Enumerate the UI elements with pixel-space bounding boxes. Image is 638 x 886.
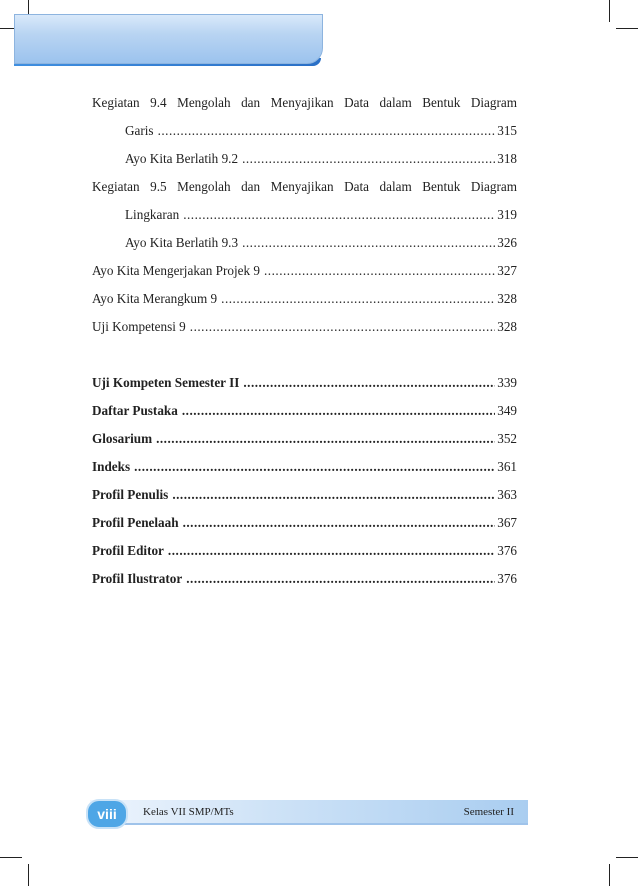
toc-entry-label: Profil Penelaah [92,515,179,530]
toc-leader-dots [242,235,495,251]
toc-page-number: 349 [497,403,517,418]
crop-mark-bl-h [0,857,22,858]
toc-entry-label: Uji Kompetensi 9 [92,319,186,334]
crop-mark-tr-h [616,28,638,29]
toc-leader-dots [158,123,496,139]
toc-leader-dots [190,319,495,335]
toc-entry-row [92,487,517,503]
toc-entry-row [92,459,517,475]
toc-page-number: 339 [497,375,517,390]
toc-entry [92,151,517,167]
toc-entry-label: Profil Editor [92,543,164,558]
toc-entry-row [92,571,517,587]
toc-entry-label: Uji Kompeten Semester II [92,375,240,390]
toc-page-number: 328 [497,319,517,334]
toc-leader-dots [156,431,495,447]
toc-entry-label: Indeks [92,459,131,474]
toc-entry [92,319,517,335]
toc-entry-row [92,403,517,419]
toc-entry-title-line: Kegiatan 9.4 Mengolah dan Menyajikan Data dalam Bentuk Diagram [92,95,517,110]
toc-entry [92,263,517,279]
toc-entry-label: Garis [125,123,154,138]
toc-entry [92,487,517,503]
toc-entry [92,179,517,223]
toc-entry-row [92,235,517,251]
toc-leader-dots [243,375,495,391]
toc-entry [92,571,517,587]
crop-mark-tr-v [609,0,610,22]
table-of-contents [92,95,517,587]
toc-leader-dots [221,291,495,307]
page-number-badge: viii [86,799,128,829]
footer-line [90,823,528,825]
toc-leader-dots [183,515,496,531]
toc-page-number: 319 [497,207,517,222]
toc-page-number: 363 [497,487,517,502]
toc-entry [92,403,517,419]
toc-entry-row [92,319,517,335]
toc-entry [92,543,517,559]
toc-entry [92,291,517,307]
toc-entry-row [92,375,517,391]
toc-entry [92,235,517,251]
toc-entry-label: Daftar Pustaka [92,403,178,418]
toc-entry [92,431,517,447]
toc-leader-dots [183,207,495,223]
toc-leader-dots [134,459,495,475]
toc-page-number: 352 [497,431,517,446]
toc-page-number: 315 [497,123,517,138]
toc-entry [92,515,517,531]
toc-entry-label: Ayo Kita Merangkum 9 [92,291,218,306]
toc-leader-dots [168,543,495,559]
header-banner [14,14,323,64]
toc-entry-row [92,263,517,279]
crop-mark-br-v [609,864,610,886]
toc-entry [92,95,517,139]
toc-page-number: 367 [497,515,517,530]
toc-entry [92,459,517,475]
footer-semester-label: Semester II [463,806,514,818]
toc-entry-label: Lingkaran [125,207,180,222]
toc-entry-label: Ayo Kita Berlatih 9.3 [125,235,239,250]
toc-entry-label: Profil Ilustrator [92,571,183,586]
toc-page-number: 376 [497,571,517,586]
toc-entry-label: Profil Penulis [92,487,169,502]
toc-leader-dots [186,571,495,587]
crop-mark-bl-v [28,864,29,886]
toc-entry-row [92,207,517,223]
toc-page-number: 376 [497,543,517,558]
toc-entry-row [92,151,517,167]
toc-entry-label: Ayo Kita Mengerjakan Projek 9 [92,263,260,278]
crop-mark-br-h [616,857,638,858]
toc-page-number: 328 [497,291,517,306]
toc-entry-title-line: Kegiatan 9.5 Mengolah dan Menyajikan Data dalam Bentuk Diagram [92,179,517,194]
toc-entry-label: Glosarium [92,431,153,446]
toc-leader-dots [182,403,495,419]
toc-entry-row [92,515,517,531]
toc-page-number: 327 [497,263,517,278]
toc-page-number: 318 [497,151,517,166]
toc-leader-dots [172,487,495,503]
footer-class-label: Kelas VII SMP/MTs [143,806,234,818]
toc-leader-dots [242,151,495,167]
toc-entry-row [92,123,517,139]
toc-leader-dots [264,263,495,279]
toc-entry [92,375,517,391]
toc-page-number: 361 [497,459,517,474]
toc-entry-label: Ayo Kita Berlatih 9.2 [125,151,239,166]
toc-entry-row [92,431,517,447]
toc-entry-row [92,291,517,307]
toc-page-number: 326 [497,235,517,250]
toc-entry-row [92,543,517,559]
